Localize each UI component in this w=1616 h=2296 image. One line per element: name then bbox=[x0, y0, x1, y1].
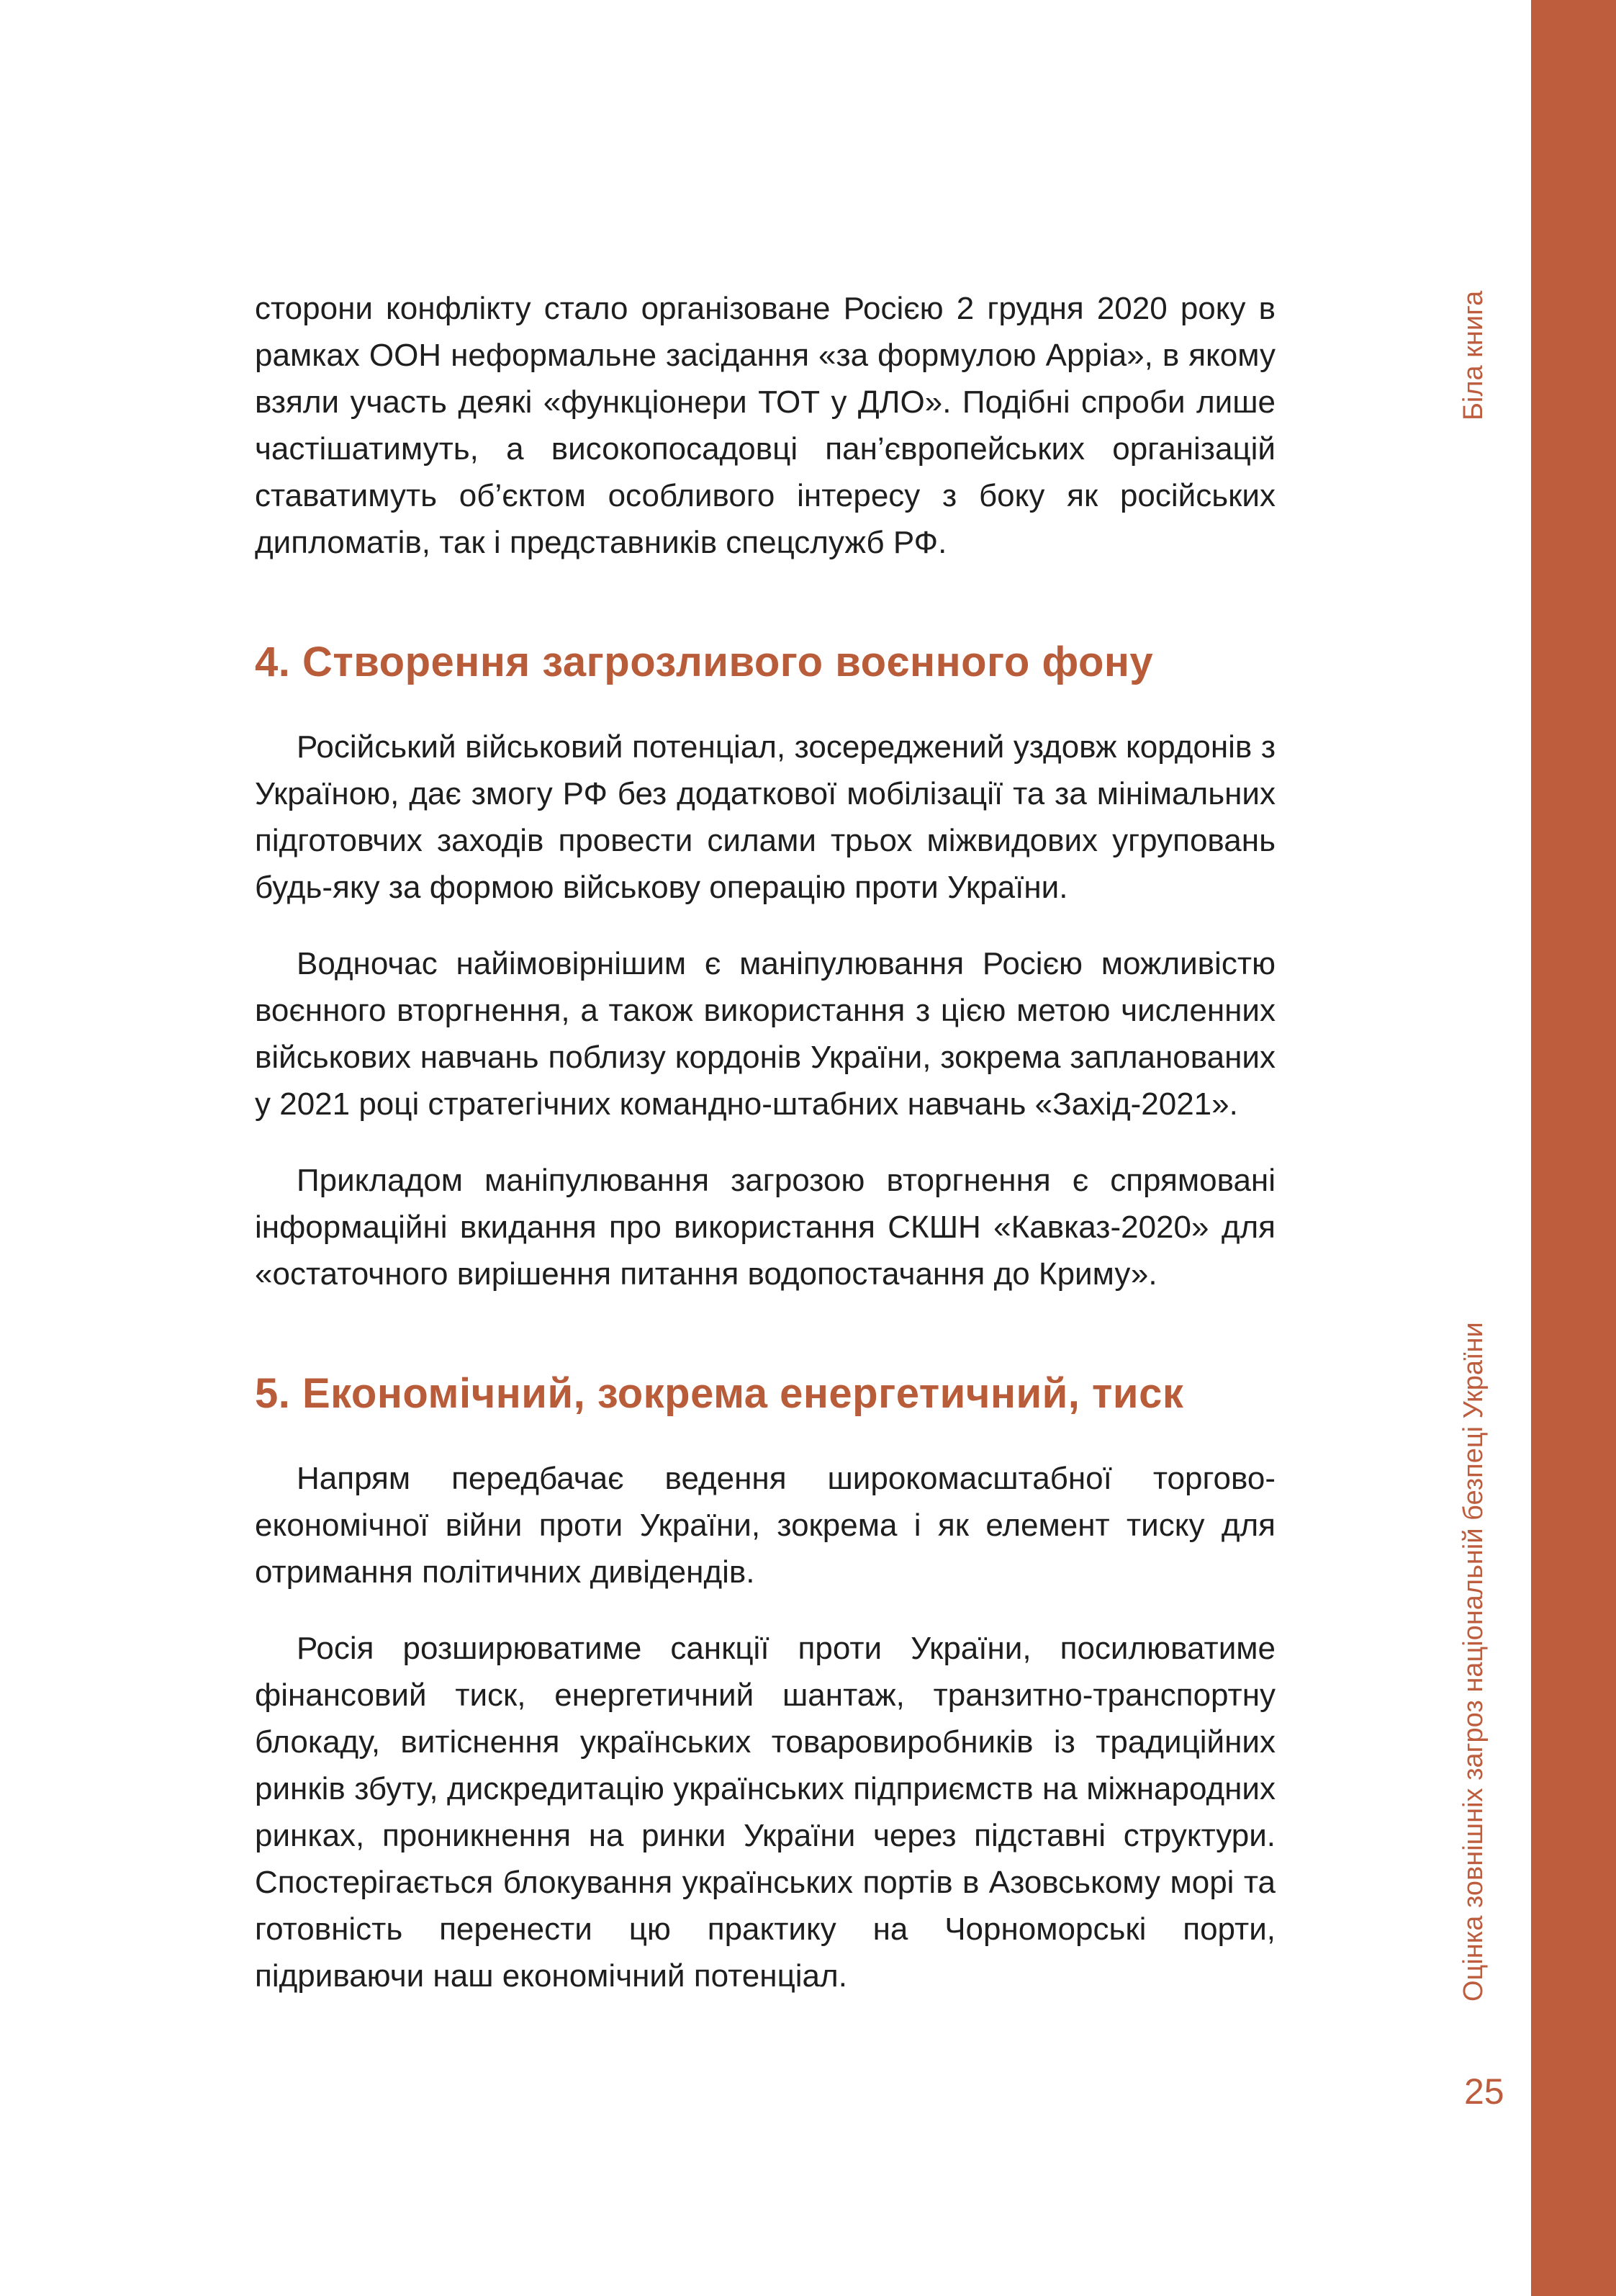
section-5-paragraph-1: Напрям передбачає ведення широкомасштабної торгово-економічної війни проти України, зокрема і як елемент тиску для отримання політичних дивідендів. bbox=[255, 1461, 1276, 1590]
page-body bbox=[255, 285, 1276, 1999]
running-header-book-title: Біла книга bbox=[1458, 290, 1489, 420]
section-5-paragraph-2: Росія розширюватиме санкції проти України, посилюватиме фінансовий тиск, енергетичний шантаж, транзитно-транспортну блокаду, витіснення українських товаровиробників із традиційних ринків збуту, дискредитацію українських підприємств на міжнародних ринках, проникнення на ринки України через підставні структури. Спостерігається блокування українських портів в Азовському морі та готовність перенести цю практику на Чорноморські порти, підриваючи наш економічний потенціал. bbox=[255, 1631, 1276, 1994]
running-header-report-title: Оцінка зовнішніх загроз національній безпеці України bbox=[1458, 1322, 1489, 2002]
page-number: 25 bbox=[1464, 2071, 1504, 2112]
intro-paragraph: сторони конфлікту стало організоване Росією 2 грудня 2020 року в рамках ООН неформальне засідання «за формулою Арріа», в якому взяли участь деякі «функціонери ТОТ у ДЛО». Подібні спроби лише частішатимуть, а високопосадовці пан’європейських організацій ставатимуть об’єктом особливого інтересу з боку як російських дипломатів, так і представників спецслужб РФ. bbox=[255, 291, 1276, 560]
side-color-band bbox=[1531, 0, 1616, 2296]
section-4-paragraph-2: Водночас найімовірнішим є маніпулювання Росією можливістю воєнного вторгнення, а також використання з цією метою численних військових навчань поблизу кордонів України, зокрема запланованих у 2021 році стратегічних командно-штабних навчань «Захід-2021». bbox=[255, 946, 1276, 1122]
section-4-paragraph-3: Прикладом маніпулювання загрозою вторгнення є спрямовані інформаційні вкидання про використання СКШН «Кавказ-2020» для «остаточного вирішення питання водопостачання до Криму». bbox=[255, 1163, 1276, 1292]
section-5-heading: 5. Економічний, зокрема енергетичний, тиск bbox=[255, 1370, 1184, 1417]
section-4-heading: 4. Створення загрозливого воєнного фону bbox=[255, 639, 1154, 685]
section-4-paragraph-1: Російський військовий потенціал, зосереджений уздовж кордонів з Україною, дає змогу РФ без додаткової мобілізації та за мінімальних підготовчих заходів провести силами трьох міжвидових угруповань будь-яку за формою військову операцію проти України. bbox=[255, 729, 1276, 905]
